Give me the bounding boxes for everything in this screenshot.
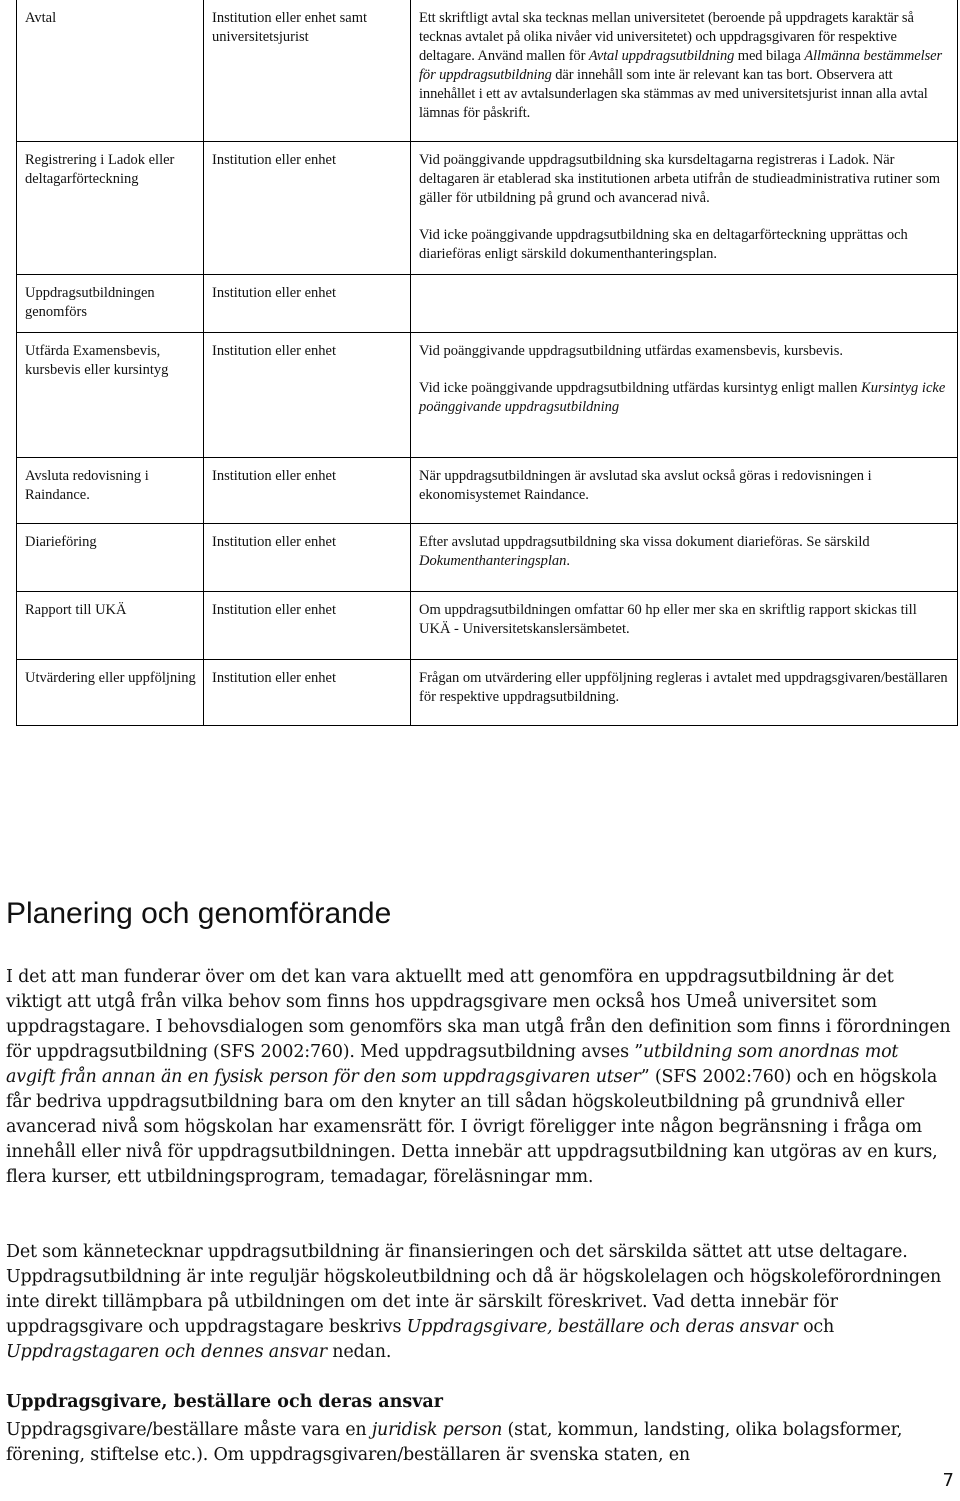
description-cell xyxy=(410,592,957,659)
description-cell xyxy=(410,142,957,274)
description-cell xyxy=(410,524,957,591)
table-row xyxy=(17,141,957,274)
table-row xyxy=(17,591,957,659)
text-run: Om uppdragsutbildningen omfattar 60 hp eller mer ska en skriftlig rapport skickas till UKÄ - Universitetskanslersämbetet. xyxy=(419,602,917,637)
italic-text: juridisk person xyxy=(371,1420,503,1440)
table-row xyxy=(17,523,957,591)
italic-text: Uppdragstagaren och dennes ansvar xyxy=(6,1342,327,1362)
table-row xyxy=(17,332,957,457)
text-run: där innehåll som inte är relevant kan tas bort. Observera att innehållet i ett av avtalsunderlagen ska stämmas av med universitetsjurist innan alla avtal lämnas för påskrift. xyxy=(419,67,928,121)
text-run: Efter avslutad uppdragsutbildning ska vissa dokument diarieföras. Se särskild xyxy=(419,534,870,550)
table-row xyxy=(17,0,957,141)
text-run: I det att man funderar över om det kan vara aktuellt med att genomföra en uppdragsutbildning är det viktigt att utgå från vilka behov som finns hos uppdragsgivare men också hos Umeå universitet som uppdragstagare. I behovsdialogen som genomförs ska man utgå från den definition som finns i förordningen för uppdragsutbildning (SFS 2002:760). Med uppdragsutbildning avses ” xyxy=(6,967,951,1062)
page-number: 7 xyxy=(942,1470,954,1491)
italic-text: Dokumenthanteringsplan xyxy=(419,553,567,569)
text-run: Vid icke poänggivande uppdragsutbildning utfärdas kursintyg enligt mallen xyxy=(419,380,862,396)
responsible-cell: Institution eller enhet xyxy=(203,524,410,591)
description-paragraph xyxy=(419,151,951,208)
responsible-cell: Institution eller enhet xyxy=(203,275,410,332)
text-run: (stat, kommun, landsting, olika bolagsformer, förening, stiftelse etc.). Om uppdragsgivaren/beställaren är svenska staten, en xyxy=(6,1420,903,1465)
italic-text: Allmänna bestämmelser för uppdragsutbildning xyxy=(419,48,942,83)
responsible-cell: Institution eller enhet xyxy=(203,333,410,457)
italic-text: Uppdragsgivare, beställare och deras ansvar xyxy=(406,1317,798,1337)
text-run: Vid poänggivande uppdragsutbildning utfärdas examensbevis, kursbevis. xyxy=(419,343,843,359)
table-row xyxy=(17,457,957,523)
responsible-cell: Institution eller enhet samt universitetsjurist xyxy=(203,0,410,141)
description-cell xyxy=(410,458,957,523)
text-run: med bilaga xyxy=(734,48,805,64)
italic-text: Kursintyg icke poänggivande uppdragsutbildning xyxy=(419,380,946,415)
responsible-cell: Institution eller enhet xyxy=(203,660,410,725)
description-paragraph xyxy=(419,379,951,417)
description-paragraph xyxy=(419,9,951,123)
subheading-uppdragsgivare: Uppdragsgivare, beställare och deras ansvar xyxy=(6,1392,443,1412)
step-cell: Avtal xyxy=(25,10,57,26)
text-run: Vid poänggivande uppdragsutbildning ska kursdeltagarna registreras i Ladok. När deltagaren är etablerad ska institutionen arbeta utifrån de studieadministrativa rutiner som gäller för utbildning på grund och avancerad nivå. xyxy=(419,152,941,206)
text-run: Uppdragsgivare/beställare måste vara en xyxy=(6,1420,372,1440)
table-row xyxy=(17,274,957,332)
step-cell: Avsluta redovisning i Raindance. xyxy=(25,468,149,503)
description-paragraph xyxy=(419,601,951,639)
responsible-cell: Institution eller enhet xyxy=(203,458,410,523)
description-cell xyxy=(410,660,957,725)
text-run: ” (SFS 2002:760) och en högskola får bedriva uppdragsutbildning bara om den knyter an till sådan högskoleutbildning på grundnivå eller avancerad nivå som högskolan har examensrätt för. I övrigt föreligger inte någon begränsning i fråga om innehåll eller nivå för uppdragsutbildningen. Detta innebär att uppdragsutbildning kan utgöras av en kurs, flera kurser, ett utbildningsprogram, temadagar, föreläsningar mm. xyxy=(6,1067,938,1187)
paragraph-legal-person xyxy=(6,1418,952,1468)
italic-text: utbildning som anordnas mot avgift från annan än en fysisk person för den som uppdragsgivaren utser xyxy=(6,1042,899,1087)
description-paragraph xyxy=(419,342,951,361)
description-cell xyxy=(410,0,957,141)
text-run: Det som kännetecknar uppdragsutbildning är finansieringen och det särskilda sättet att utse deltagare. Uppdragsutbildning är inte reguljär högskoleutbildning och då är högskolelagen och högskoleförordningen inte direkt tillämpbara på utbildningen om det inte är särskilt föreskrivet. Vad detta innebär för uppdragsgivare och uppdragstagare beskrivs xyxy=(6,1242,942,1337)
step-cell: Rapport till UKÄ xyxy=(25,602,127,618)
text-run: nedan. xyxy=(326,1342,392,1362)
description-paragraph xyxy=(419,226,951,264)
description-cell xyxy=(410,333,957,457)
paragraph-intro xyxy=(6,965,952,1190)
text-run: . xyxy=(566,553,571,569)
step-cell: Uppdragsutbildningen genomförs xyxy=(25,285,155,320)
step-cell: Registrering i Ladok eller deltagarförteckning xyxy=(25,152,175,187)
step-cell: Utfärda Examensbevis, kursbevis eller kursintyg xyxy=(25,343,169,378)
text-run: Frågan om utvärdering eller uppföljning regleras i avtalet med uppdragsgivaren/beställaren för respektive uppdragsutbildning. xyxy=(419,670,948,705)
text-run: Ett skriftligt avtal ska tecknas mellan universitetet (beroende på uppdragets karaktär så tecknas avtalet på olika nivåer vid universitetet) och uppdragsgivaren för respektive deltagare. Använd mallen för xyxy=(419,10,914,64)
section-heading: Planering och genomförande xyxy=(6,897,392,930)
step-cell: Diarieföring xyxy=(25,534,97,550)
text-run: Vid icke poänggivande uppdragsutbildning ska en deltagarförteckning upprättas och diarieföras enligt särskild dokumenthanteringsplan. xyxy=(419,227,908,262)
table-row xyxy=(17,659,957,725)
description-paragraph xyxy=(419,467,951,505)
description-paragraph xyxy=(419,669,951,707)
responsible-cell: Institution eller enhet xyxy=(203,592,410,659)
responsibility-table xyxy=(16,0,958,726)
italic-text: Avtal uppdragsutbildning xyxy=(588,48,735,64)
responsible-cell: Institution eller enhet xyxy=(203,142,410,274)
step-cell: Utvärdering eller uppföljning xyxy=(25,670,196,686)
description-paragraph xyxy=(419,533,951,571)
text-run: När uppdragsutbildningen är avslutad ska avslut också göras i redovisningen i ekonomisystemet Raindance. xyxy=(419,468,872,503)
text-run: och xyxy=(797,1317,835,1337)
description-cell xyxy=(410,275,957,332)
paragraph-characteristics xyxy=(6,1240,952,1365)
